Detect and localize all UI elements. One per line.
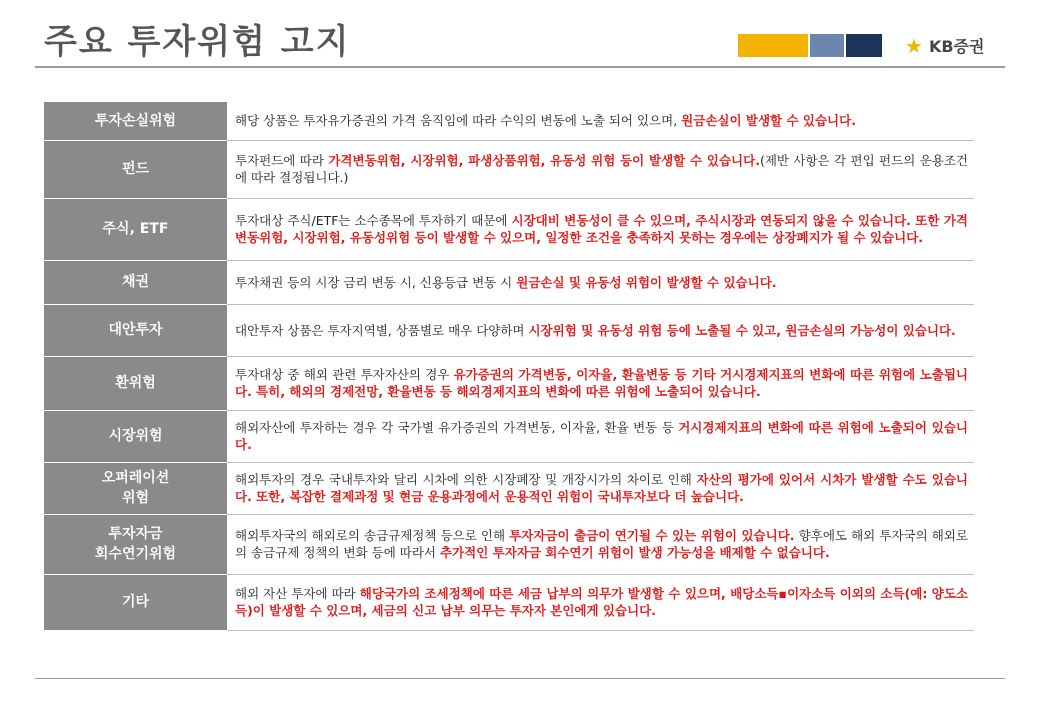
risk-category: 채권 (44, 260, 227, 304)
risk-row (44, 102, 974, 140)
brand-bar-yellow (738, 34, 808, 57)
risk-row (44, 574, 974, 630)
risk-warning-text: 원금손실 및 유동성 위험이 발생할 수 있습니다. (516, 274, 777, 290)
risk-description (227, 356, 974, 410)
kb-star-icon: ★ (905, 33, 923, 58)
risk-description (227, 462, 974, 514)
risk-row (44, 410, 974, 462)
risk-text: 해외 자산 투자에 따라 (235, 586, 360, 601)
risk-row (44, 140, 974, 198)
risk-warning-text: 원금손실이 발생할 수 있습니다. (681, 113, 856, 129)
risk-warning-text: 투자자금이 출금이 연기될 수 있는 위험이 있습니다. (509, 528, 795, 543)
risk-warning-text: 시장대비 변동성이 클 수 있으며, 주식시장과 연동되지 않을 수 있습니다. 또한 가격변동위험, 시장위험, 유동성위험 등이 발생할 수 있으며, 일정한 조건을 충족하지 못하는 경우에는 상장폐지가 될 수 있습니다. (235, 213, 969, 245)
risk-category: 대안투자 (44, 304, 227, 356)
page-title: 주요 투자위험 고지 (44, 22, 351, 62)
risk-table (44, 102, 974, 631)
risk-row (44, 356, 974, 410)
risk-text: 투자채권 등의 시장 금리 변동 시, 신용등급 변동 시 (235, 274, 517, 290)
risk-table-body (44, 102, 974, 630)
risk-description (227, 514, 974, 574)
title-divider (35, 66, 1005, 68)
risk-description (227, 574, 974, 630)
risk-text: 해외투자의 경우 국내투자와 달리 시차에 의한 시장폐장 및 개장시가의 차이로 인해 (235, 472, 697, 487)
risk-warning-text: 해당국가의 조세정책에 따른 세금 납부의 의무가 발생할 수 있으며, 배당소득▪이자소득 이외의 소득(예: 양도소득)이 발생할 수 있으며, 세금의 신고 납부 의무는 투자자 본인에게 있습니다. (235, 586, 968, 618)
risk-row (44, 260, 974, 304)
risk-description (227, 198, 974, 260)
brand-bar-blue (810, 34, 844, 57)
risk-warning-text: 거시경제지표의 변화에 따른 위험에 노출되어 있습니다. (235, 420, 968, 452)
brand-bar-navy (846, 34, 882, 57)
risk-category: 기타 (44, 574, 227, 630)
risk-row (44, 462, 974, 514)
risk-text: 투자대상 주식/ETF는 소수종목에 투자하기 때문에 (235, 213, 512, 228)
risk-row (44, 198, 974, 260)
brand-color-bars (738, 34, 882, 57)
risk-warning-text: 유가증권의 가격변동, 이자율, 환율변동 등 기타 거시경제지표의 변화에 따른 위험에 노출됩니다. 특히, 해외의 경제전망, 환율변동 등 해외경제지표의 변화에 따른 위험에 노출되어 있습니다. (235, 367, 968, 399)
risk-text: 대안투자 상품은 투자지역별, 상품별로 매우 다양하며 (235, 322, 529, 338)
risk-category: 주식, ETF (44, 198, 227, 260)
risk-description (227, 102, 974, 140)
risk-warning-text: 추가적인 투자자금 회수연기 위험이 발생 가능성을 배제할 수 없습니다. (439, 545, 830, 560)
risk-category: 오퍼레이션 위험 (44, 462, 227, 514)
risk-category: 투자손실위험 (44, 102, 227, 140)
risk-text: 투자펀드에 따라 (235, 153, 329, 168)
risk-warning-text: 자산의 평가에 있어서 시차가 발생할 수도 있습니다. 또한, 복잡한 결제과정 및 현금 운용과정에서 운용적인 위험이 국내투자보다 더 높습니다. (235, 472, 968, 504)
risk-text: 해외자산에 투자하는 경우 각 국가별 유가증권의 가격변동, 이자율, 환율 변동 등 (235, 420, 679, 435)
risk-category: 시장위험 (44, 410, 227, 462)
risk-text: 해외투자국의 해외로의 송금규제정책 등으로 인해 (235, 528, 510, 543)
risk-description (227, 304, 974, 356)
risk-text: 향후에도 해외 투자국의 해외로의 송금규제 정책의 변화 등에 따라서 (235, 528, 969, 560)
risk-category: 펀드 (44, 140, 227, 198)
risk-category: 환위험 (44, 356, 227, 410)
risk-text: 해당 상품은 투자유가증권의 가격 움직임에 따라 수익의 변동에 노출 되어 있으며, (235, 113, 682, 129)
risk-warning-text: 시장위험 및 유동성 위험 등에 노출될 수 있고, 원금손실의 가능성이 있습니다. (528, 322, 956, 338)
logo-text: KB증권 (928, 37, 985, 56)
risk-text: 투자대상 중 해외 관련 투자자산의 경우 (235, 367, 454, 382)
risk-description (227, 260, 974, 304)
risk-row (44, 514, 974, 574)
risk-category: 투자자금 회수연기위험 (44, 514, 227, 574)
footer-divider (35, 678, 1005, 679)
risk-text: (제반 사항은 각 편입 펀드의 운용조건에 따라 결정됩니다.) (235, 153, 968, 185)
risk-row (44, 304, 974, 356)
risk-description (227, 140, 974, 198)
risk-warning-text: 가격변동위험, 시장위험, 파생상품위험, 유동성 위험 등이 발생할 수 있습니다. (328, 153, 760, 168)
kb-logo (905, 34, 984, 57)
risk-description (227, 410, 974, 462)
